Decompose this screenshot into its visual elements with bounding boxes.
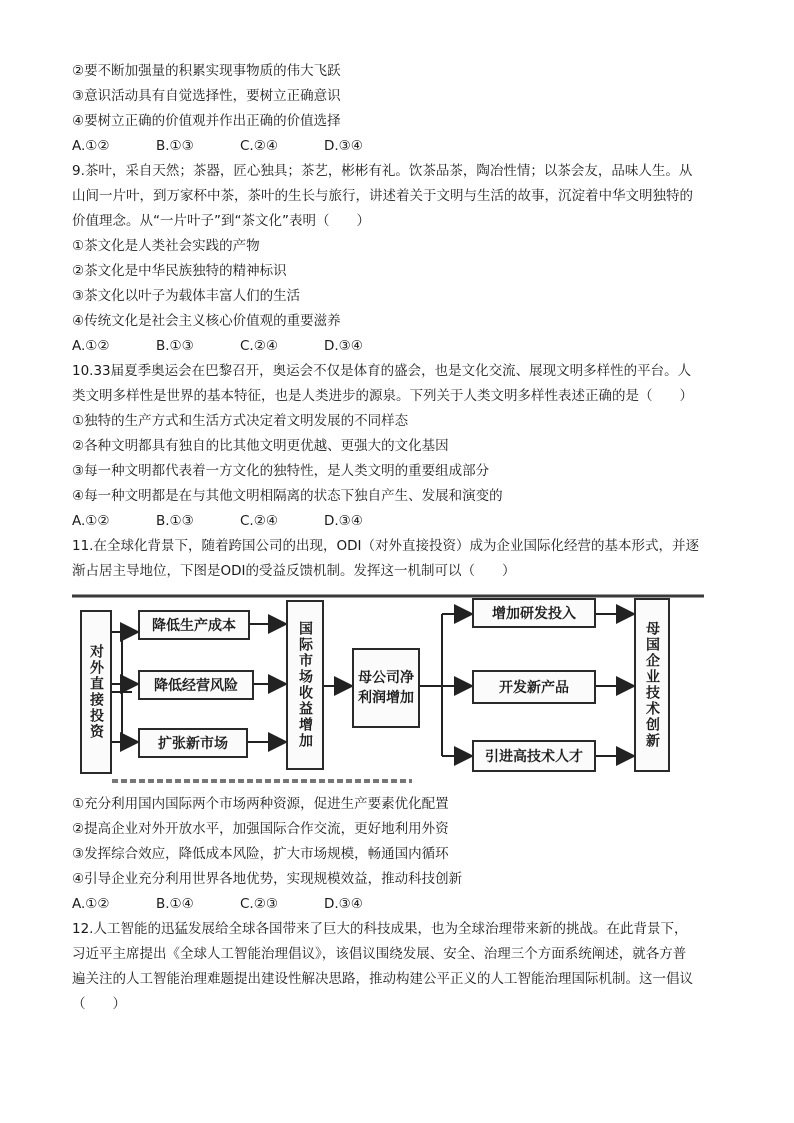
q11-statement-4: ④引导企业充分利用世界各地优势，实现规模效益，推动科技创新 [72, 871, 463, 887]
q8-options [72, 137, 408, 155]
q9-statement-3: ③茶文化以叶子为载体丰富人们的生活 [72, 288, 301, 304]
q9-option-b[interactable]: B.①③ [156, 338, 194, 354]
q11-option-c[interactable]: C.②③ [240, 896, 278, 912]
q10-statement-2: ②各种文明都具有独自的比其他文明更优越、更强大的文化基因 [72, 438, 449, 454]
q8-option-b[interactable]: B.①③ [156, 138, 194, 154]
odi-feedback-diagram [72, 594, 704, 784]
q10-option-d[interactable]: D.③④ [324, 513, 363, 529]
q9-option-c[interactable]: C.②④ [240, 338, 278, 354]
q10-option-b[interactable]: B.①③ [156, 513, 194, 529]
reduce-risk-box: 降低经营风险 [138, 670, 254, 700]
q9-statement-1: ①茶文化是人类社会实践的产物 [72, 238, 260, 254]
profit-box: 母公司净利润增加 [352, 648, 420, 728]
q11-statement-1: ①充分利用国内国际两个市场两种资源，促进生产要素优化配置 [72, 796, 449, 812]
q9-stem-line3: 价值理念。从“一片叶子”到“茶文化”表明（ ） [72, 213, 370, 229]
innovation-box: 母国企业技术创新 [634, 598, 670, 772]
q9-stem-line2: 山间一片叶，到万家杯中茶，茶叶的生长与旅行，讲述着关于文明与生活的故事，沉淀着中华文明独特的 [72, 188, 693, 204]
income-box: 国际市场收益增加 [286, 600, 324, 770]
q11-stem-line1: 11.在全球化背景下，随着跨国公司的出现，ODI（对外直接投资）成为企业国际化经营的基本形式，并逐 [72, 538, 699, 554]
q12-stem-line1: 12.人工智能的迅猛发展给全球各国带来了巨大的科技成果，也为全球治理带来新的挑战。在此背景下， [72, 921, 688, 937]
q11-option-b[interactable]: B.①④ [156, 896, 194, 912]
q10-statement-1: ①独特的生产方式和生活方式决定着文明发展的不同样态 [72, 413, 409, 429]
rd-box: 增加研发投入 [472, 598, 596, 628]
reduce-cost-box: 降低生产成本 [138, 610, 250, 640]
q8-statement-3: ③意识活动具有自觉选择性，要树立正确意识 [72, 88, 341, 104]
q10-stem-line2: 类文明多样性是世界的基本特征，也是人类进步的源泉。下列关于人类文明多样性表述正确的是（ ） [72, 388, 693, 404]
q8-option-c[interactable]: C.②④ [240, 138, 278, 154]
q9-option-a[interactable]: A.①② [72, 338, 110, 354]
q12-stem-line4: （ ） [72, 996, 126, 1012]
q11-stem-line2: 渐占居主导地位，下图是ODI的受益反馈机制。发挥这一机制可以（ ） [72, 563, 516, 579]
q11-option-d[interactable]: D.③④ [324, 896, 363, 912]
q12-stem-line3: 遍关注的人工智能治理难题提出建设性解决思路，推动构建公平正义的人工智能治理国际机制。这一倡议 [72, 971, 693, 987]
q10-option-a[interactable]: A.①② [72, 513, 110, 529]
q10-statement-4: ④每一种文明都是在与其他文明相隔离的状态下独自产生、发展和演变的 [72, 488, 503, 504]
q11-statement-3: ③发挥综合效应，降低成本风险，扩大市场规模，畅通国内循环 [72, 846, 449, 862]
q11-statement-2: ②提高企业对外开放水平，加强国际合作交流，更好地利用外资 [72, 821, 449, 837]
q10-option-c[interactable]: C.②④ [240, 513, 278, 529]
talent-box: 引进高技术人才 [472, 740, 596, 772]
q9-options [72, 337, 408, 355]
expand-market-box: 扩张新市场 [138, 728, 248, 758]
q8-statement-4: ④要树立正确的价值观并作出正确的价值选择 [72, 113, 341, 129]
odi-box: 对外直接投资 [80, 610, 112, 774]
q11-options [72, 895, 408, 913]
q12-stem-line2: 习近平主席提出《全球人工智能治理倡议》，该倡议围绕发展、安全、治理三个方面系统阐述，就各方普 [72, 946, 687, 962]
q9-stem-line1: 9.茶叶，采自天然；茶器，匠心独具；茶艺，彬彬有礼。饮茶品茶，陶冶性情；以茶会友，品味人生。从 [72, 163, 693, 179]
new-product-box: 开发新产品 [472, 670, 596, 704]
q9-statement-4: ④传统文化是社会主义核心价值观的重要滋养 [72, 313, 341, 329]
q10-stem-line1: 10.33届夏季奥运会在巴黎召开，奥运会不仅是体育的盛会，也是文化交流、展现文明多样性的平台。人 [72, 363, 692, 379]
q8-option-d[interactable]: D.③④ [324, 138, 363, 154]
q9-option-d[interactable]: D.③④ [324, 338, 363, 354]
q8-option-a[interactable]: A.①② [72, 138, 110, 154]
q8-statement-2: ②要不断加强量的积累实现事物质的伟大飞跃 [72, 63, 341, 79]
q10-statement-3: ③每一种文明都代表着一方文化的独特性，是人类文明的重要组成部分 [72, 463, 490, 479]
q10-options [72, 512, 408, 530]
q11-option-a[interactable]: A.①② [72, 896, 110, 912]
q9-statement-2: ②茶文化是中华民族独特的精神标识 [72, 263, 287, 279]
